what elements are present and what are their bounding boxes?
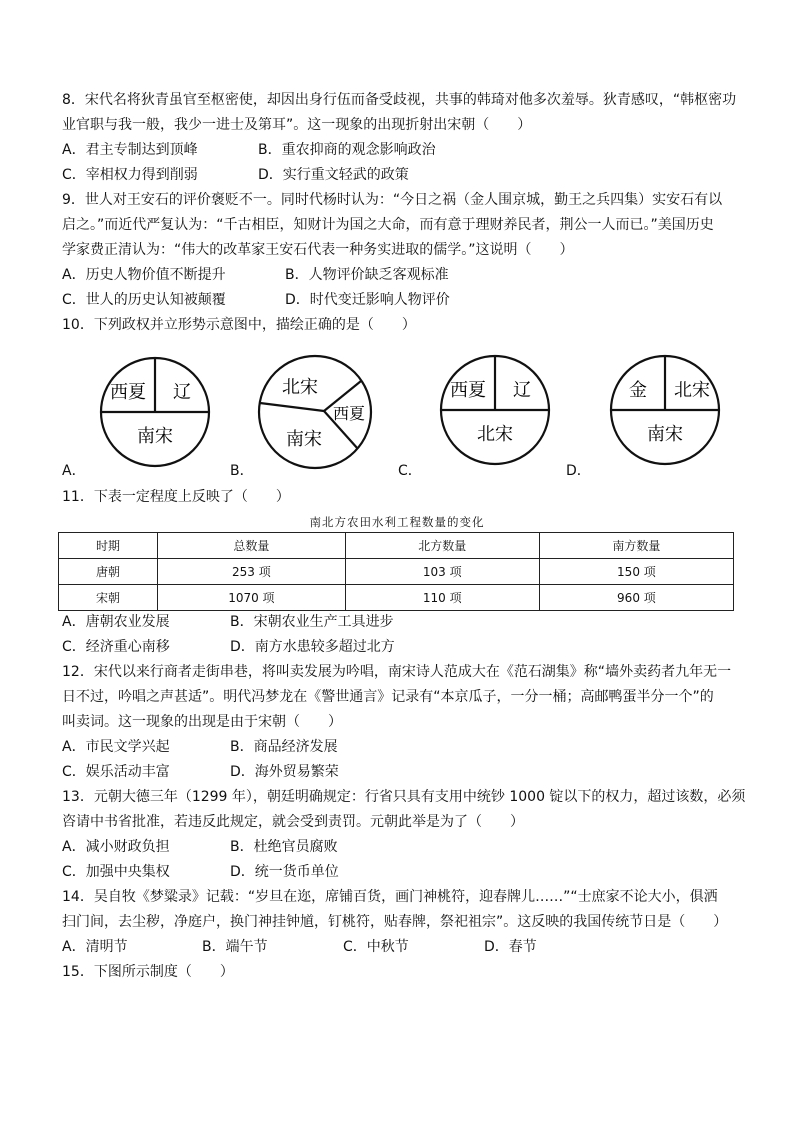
q10-option-a-label[interactable]: A． — [62, 463, 86, 479]
q12-option-d[interactable]: D．海外贸易繁荣 — [230, 764, 339, 780]
q10-circle-d[interactable] — [608, 353, 722, 467]
q10-c-bottom: 北宋 — [477, 424, 513, 445]
q8-stem-line2: 业官职与我一般，我少一进士及第耳”。这一现象的出现折射出宋朝（ ） — [62, 117, 532, 133]
q11-option-a[interactable]: A．唐朝农业发展 — [62, 614, 170, 630]
q13-option-d[interactable]: D．统一货币单位 — [230, 864, 339, 880]
table-row — [59, 559, 734, 585]
table-cell: 150 项 — [539, 559, 733, 585]
q13-stem-line1: 13．元朝大德三年（1299 年），朝廷明确规定：行省只具有支用中统钞 1000 锭以下的权力，超过该数，必须 — [62, 789, 746, 805]
q10-option-c-label[interactable]: C． — [398, 463, 422, 479]
q10-diagrams — [0, 345, 794, 465]
table-cell: 唐朝 — [59, 559, 158, 585]
q10-a-bottom: 南宋 — [137, 426, 173, 447]
table-row — [59, 585, 734, 611]
q9-option-d[interactable]: D．时代变迁影响人物评价 — [285, 292, 450, 308]
table-cell: 宋朝 — [59, 585, 158, 611]
q12-option-c[interactable]: C．娱乐活动丰富 — [62, 764, 170, 780]
q10-d-top-left: 金 — [629, 380, 647, 401]
q12-option-a[interactable]: A．市民文学兴起 — [62, 739, 170, 755]
q9-stem-line1: 9．世人对王安石的评价褒贬不一。同时代杨时认为：“今日之祸（金人围京城，勤王之兵四集）实安石有以 — [62, 192, 723, 208]
q11-option-d[interactable]: D．南方水患较多超过北方 — [230, 639, 395, 655]
q8-option-a[interactable]: A．君主专制达到顶峰 — [62, 142, 198, 158]
q10-circle-c[interactable] — [438, 353, 552, 467]
table-header-cell: 时期 — [59, 533, 158, 559]
q10-option-b-label[interactable]: B． — [230, 463, 254, 479]
table-header-cell: 北方数量 — [345, 533, 539, 559]
q9-option-b[interactable]: B．人物评价缺乏客观标准 — [285, 267, 449, 283]
table-cell: 960 项 — [539, 585, 733, 611]
table-cell: 103 项 — [345, 559, 539, 585]
q12-option-b[interactable]: B．商品经济发展 — [230, 739, 338, 755]
q10-c-top-left: 西夏 — [450, 380, 486, 401]
q9-stem-line3: 学家费正清认为：“伟大的改革家王安石代表一种务实进取的儒学。”这说明（ ） — [62, 242, 574, 258]
q10-d-bottom: 南宋 — [647, 424, 683, 445]
q14-option-b[interactable]: B．端午节 — [202, 939, 268, 955]
q11-table — [58, 532, 734, 611]
q11-option-b[interactable]: B．宋朝农业生产工具进步 — [230, 614, 394, 630]
q9-option-a[interactable]: A．历史人物价值不断提升 — [62, 267, 226, 283]
q13-option-c[interactable]: C．加强中央集权 — [62, 864, 170, 880]
q14-option-d[interactable]: D．春节 — [484, 939, 537, 955]
q8-stem-line1: 8．宋代名将狄青虽官至枢密使，却因出身行伍而备受歧视，共事的韩琦对他多次羞辱。狄青感叹，“韩枢密功 — [62, 92, 737, 108]
q10-stem: 10．下列政权并立形势示意图中，描绘正确的是（ ） — [62, 317, 416, 333]
table-cell: 1070 项 — [158, 585, 346, 611]
q14-option-c[interactable]: C．中秋节 — [343, 939, 409, 955]
table-header-row — [59, 533, 734, 559]
q10-circle-b[interactable] — [256, 353, 374, 471]
q12-stem-line3: 叫卖词。这一现象的出现是由于宋朝（ ） — [62, 714, 342, 730]
q10-d-top-right: 北宋 — [674, 380, 710, 401]
q8-option-d[interactable]: D．实行重文轻武的政策 — [258, 167, 409, 183]
q9-stem-line2: 启之。”而近代严复认为：“千古相臣，知财计为国之大命，而有意于理财养民者，荆公一人而已。”美国历史 — [62, 217, 714, 233]
table-header-cell: 南方数量 — [539, 533, 733, 559]
q13-option-b[interactable]: B．杜绝官员腐败 — [230, 839, 338, 855]
q10-b-bottom: 南宋 — [286, 429, 322, 450]
q11-option-c[interactable]: C．经济重心南移 — [62, 639, 170, 655]
q8-option-c[interactable]: C．宰相权力得到削弱 — [62, 167, 198, 183]
table-cell: 110 项 — [345, 585, 539, 611]
q12-stem-line1: 12．宋代以来行商者走街串巷，将叫卖发展为吟唱，南宋诗人范成大在《范石湖集》称“墙外卖药者九年无一 — [62, 664, 732, 680]
q10-a-top-right: 辽 — [173, 382, 191, 403]
q15-stem: 15．下图所示制度（ ） — [62, 964, 234, 980]
q13-option-a[interactable]: A．减小财政负担 — [62, 839, 170, 855]
table-header-cell: 总数量 — [158, 533, 346, 559]
q10-b-right: 西夏 — [332, 404, 366, 423]
q10-c-top-right: 辽 — [513, 380, 531, 401]
q10-circle-a[interactable] — [98, 355, 212, 469]
q10-a-top-left: 西夏 — [110, 382, 146, 403]
q9-option-c[interactable]: C．世人的历史认知被颠覆 — [62, 292, 226, 308]
q14-stem-line1: 14．吴自牧《梦粱录》记载：“岁旦在迩，席铺百货，画门神桃符，迎春牌儿……”“士庶家不论大小，俱洒 — [62, 889, 718, 905]
q10-option-d-label[interactable]: D． — [566, 463, 591, 479]
q8-option-b[interactable]: B．重农抑商的观念影响政治 — [258, 142, 436, 158]
q13-stem-line2: 咨请中书省批准，若违反此规定，就会受到责罚。元朝此举是为了（ ） — [62, 814, 524, 830]
q14-stem-line2: 扫门间，去尘秽，净庭户，换门神挂钟馗，钉桃符，贴春牌，祭祀祖宗”。这反映的我国传统节日是（ ） — [62, 914, 728, 930]
table-cell: 253 项 — [158, 559, 346, 585]
q11-table-title: 南北方农田水利工程数量的变化 — [309, 515, 485, 529]
q12-stem-line2: 日不过，吟唱之声甚适”。明代冯梦龙在《警世通言》记录有“本京瓜子，一分一桶；高邮鸭蛋半分一个”的 — [62, 689, 714, 705]
q10-b-top: 北宋 — [282, 377, 318, 398]
q14-option-a[interactable]: A．清明节 — [62, 939, 128, 955]
q11-stem: 11．下表一定程度上反映了（ ） — [62, 489, 290, 505]
